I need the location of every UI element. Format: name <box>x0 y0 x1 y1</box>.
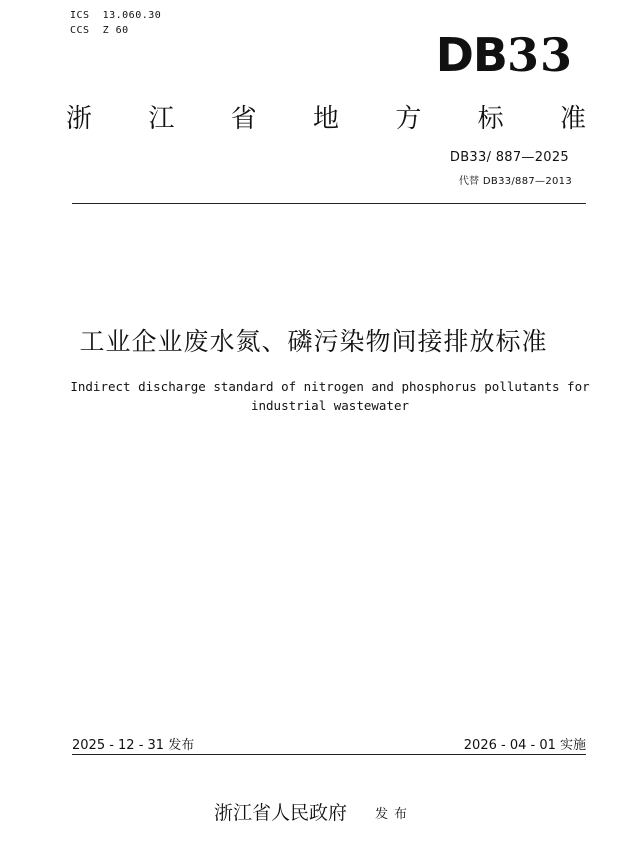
db33-logo <box>436 28 573 82</box>
standard-type-char: 江 <box>148 104 175 134</box>
issuer-name: 浙江省人民政府 <box>213 802 347 824</box>
standard-type-char: 标 <box>477 104 504 134</box>
document-title-english <box>60 377 600 415</box>
english-title-line: Indirect discharge standard of nitrogen and phosphorus pollutants for <box>70 379 590 394</box>
standard-number: DB33/ 887—2025 <box>449 150 569 165</box>
standard-type-char: 浙 <box>66 104 93 134</box>
logo-number: 33 <box>506 28 573 82</box>
issuer-action: 发布 <box>375 807 414 822</box>
standard-type-heading <box>66 98 586 135</box>
classification-codes <box>70 8 161 38</box>
standard-type-char: 省 <box>230 104 257 134</box>
header-divider <box>72 203 586 204</box>
issuing-authority <box>0 798 627 825</box>
footer-divider <box>72 754 586 755</box>
replaces-standard: 代替 DB33/887—2013 <box>458 176 572 187</box>
issue-date: 2025 - 12 - 31 发布 <box>72 738 195 753</box>
standard-type-char: 地 <box>312 104 339 134</box>
implementation-date: 2026 - 04 - 01 实施 <box>463 738 586 753</box>
document-title-chinese: 工业企业废水氮、磷污染物间接排放标准 <box>79 327 548 356</box>
standard-type-char: 方 <box>395 104 422 134</box>
logo-prefix: DB <box>435 28 507 82</box>
ccs-code: CCS Z 60 <box>70 25 129 36</box>
ics-code: ICS 13.060.30 <box>70 10 162 21</box>
english-title-line: industrial wastewater <box>250 398 410 413</box>
standard-type-char: 准 <box>559 104 586 134</box>
